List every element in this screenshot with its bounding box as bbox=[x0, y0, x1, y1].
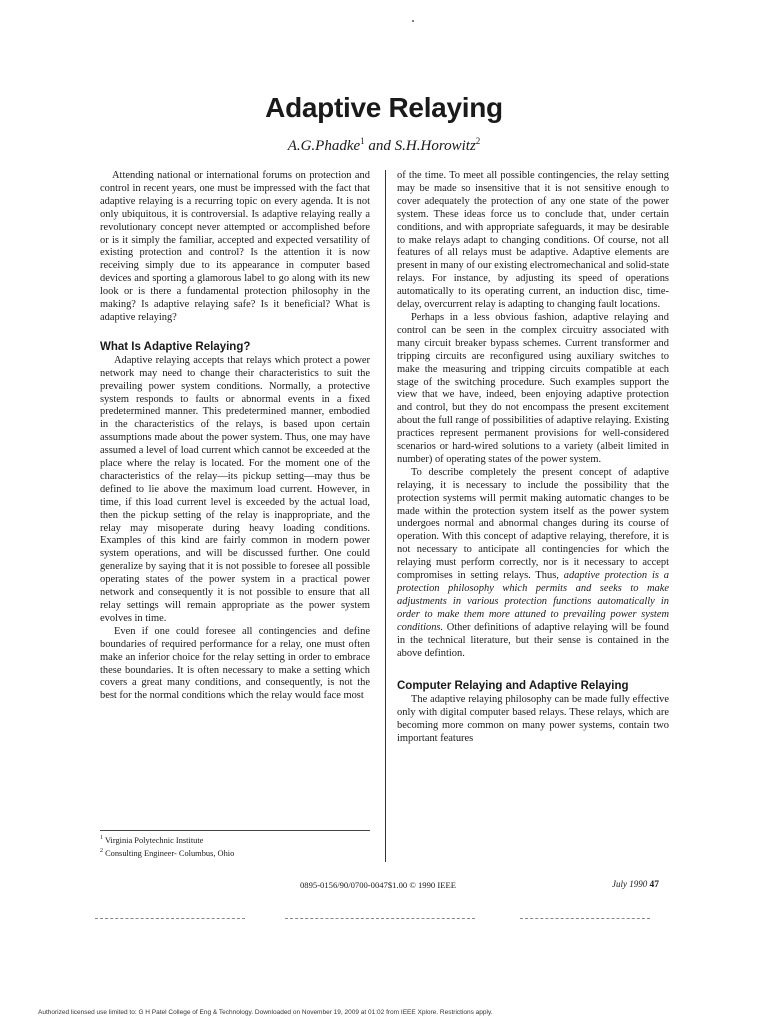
definition-lead-text: To describe completely the present concept of adaptive relaying, it is necessary to include the possibility that the protection systems will permit making automatic changes to be made within the protection system itself as the power system undergoes normal and abnormal changes during its course of operation. With this concept of adaptive relaying, therefore, it is not necessary to anticipate all contingencies for which the relaying must perform correctly, nor is it necessary to accept compromises in setting relays. Thus, bbox=[397, 466, 669, 582]
footnote-2 bbox=[100, 846, 370, 859]
page-number: 47 bbox=[649, 880, 659, 890]
footnote-2-mark: 2 bbox=[100, 848, 103, 855]
issue-date-and-page bbox=[612, 879, 659, 890]
footnote-1 bbox=[100, 833, 370, 846]
section-heading-computer-relaying: Computer Relaying and Adaptive Relaying bbox=[397, 680, 629, 693]
footnote-2-text: Consulting Engineer- Columbus, Ohio bbox=[103, 849, 235, 859]
right-column bbox=[397, 170, 669, 746]
scan-speck bbox=[412, 20, 414, 22]
body-paragraph: Even if one could foresee all contingencies and define boundaries of required performance for a relay, one must often make an inferior choice for the relay setting in order to embrace these boundaries. It is often necessary to make a setting which covers a great many conditions, and consequently, is not the best for the normal conditions which the relay would face most bbox=[100, 625, 370, 702]
scan-artifact-line bbox=[285, 918, 475, 920]
definition-italic-text: adaptive protection is a protection philosophy which permits and seeks to make adjustments in various protection functions automatically in order to make them more attuned to prevailing power system conditions. bbox=[397, 570, 669, 633]
author-2: S.H.Horowitz bbox=[394, 138, 476, 154]
footnote-1-mark: 1 bbox=[100, 835, 103, 841]
definition-tail-text: Other definitions of adaptive relaying will be found in the technical literature, but their sense is contained in the above defintion. bbox=[397, 621, 669, 659]
column-divider bbox=[385, 170, 386, 862]
download-disclaimer: Authorized licensed use limited to: G H Patel College of Eng & Technology. Downloaded on November 19, 2009 at 01:02 from IEEE Xplore. Restrictions apply. bbox=[38, 1009, 493, 1016]
author-1-footnote-mark: 1 bbox=[360, 136, 365, 146]
publication-code: 0895-0156/90/0700-0047$1.00 © 1990 IEEE bbox=[300, 880, 456, 890]
article-authors bbox=[0, 136, 768, 155]
body-paragraph: Perhaps in a less obvious fashion, adaptive relaying and control can be seen in the complex circuitry associated with many circuit breaker bypass schemes. Current transformer and tripping circuits are reconfigured using auxiliary switches to make the measuring and tripping circuits compatible at each stage of the switching procedure. Such examples support the view that we have, indeed, been enjoying adaptive protection and control, but they do not encompass the present excitement about the full range of possibilities of adaptive relaying. Existing practices represent permanent provisions for well-considered scenarios or hard-wired solutions to a variety (albeit limited in number) of operating states of the power system. bbox=[397, 311, 669, 465]
author-1: A.G.Phadke bbox=[287, 138, 361, 154]
section-heading-what-is-adaptive-relaying: What Is Adaptive Relaying? bbox=[100, 340, 251, 353]
issue-date: July 1990 bbox=[612, 879, 648, 889]
body-paragraph: of the time. To meet all possible contingencies, the relay setting may be made so insensitive that it is not sensitive enough to cover adequately the protection of any one state of the power system. These ideas force us to conclude that, under certain conditions, and with appropriate safeguards, it may be desirable to make relays adapt to changing conditions. Of course, not all features of all relays must be adaptive. Adaptive elements are present in many of our existing electromechanical and solid-state relays. For instance, by adjusting its speed of operations automatically to its operating current, an induction disc, time-delay, overcurrent relay is adapting to changing fault locations. bbox=[397, 170, 669, 311]
definition-paragraph bbox=[397, 467, 669, 661]
body-paragraph: Adaptive relaying accepts that relays which protect a power network may need to change their characteristics to suit the prevailing power system conditions. Normally, a protective system responds to faults or abnormal events in a fixed predetermined manner. This predetermined manner, embodied in the characteristics of the relays, is based upon certain assumptions made about the power system. Thus, one may have assumed a level of load current which cannot be exceeded at the place where the relay is located. For the moment one of the characteristics of the relay—its pickup setting—may thus be defined to lie above the maximum load current. However, in time, if this load current level is exceeded by the actual load, then the pickup setting of the relay is inappropriate, and the relay may misoperate during heavy loading conditions. Examples of this kind are fairly common in modern power system operations, and will be discussed further. One could generalize by saying that it is not possible to foresee all possible operating states of the power system in a practical power network and consequently it is not possible to ensure that all relay settings will remain appropriate as the power system evolves in time. bbox=[100, 354, 370, 624]
intro-paragraph: Attending national or international forums on protection and control in recent years, one must be impressed with the fact that adaptive relaying is a recurring topic on every agenda. It is not only ubiquitous, it is controversial. Is adaptive relaying really a revolutionary concept never attempted or accomplished before or is it simply the familiar, accepted and expected versatility of existing protection and control? Is the attention it is now receiving simply due to its appearance in computer based devices and sporting a glamorous label to go along with its new look or is there a fundamental protection philosophy in the making? Is adaptive relaying safe? Is it beneficial? What is adaptive relaying? bbox=[100, 170, 370, 323]
footnotes bbox=[100, 830, 370, 860]
article-title: Adaptive Relaying bbox=[265, 92, 503, 123]
author-2-footnote-mark: 2 bbox=[475, 136, 481, 146]
author-conjunction: and bbox=[364, 138, 395, 154]
scan-artifact-line bbox=[95, 918, 245, 920]
footnote-1-text: Virginia Polytechnic Institute bbox=[103, 835, 204, 845]
body-paragraph: The adaptive relaying philosophy can be made fully effective only with digital computer based relays. These relays, which are becoming more common on many power systems, contain two important features bbox=[397, 694, 669, 745]
left-column bbox=[100, 170, 370, 703]
scan-artifact-line bbox=[520, 918, 650, 920]
